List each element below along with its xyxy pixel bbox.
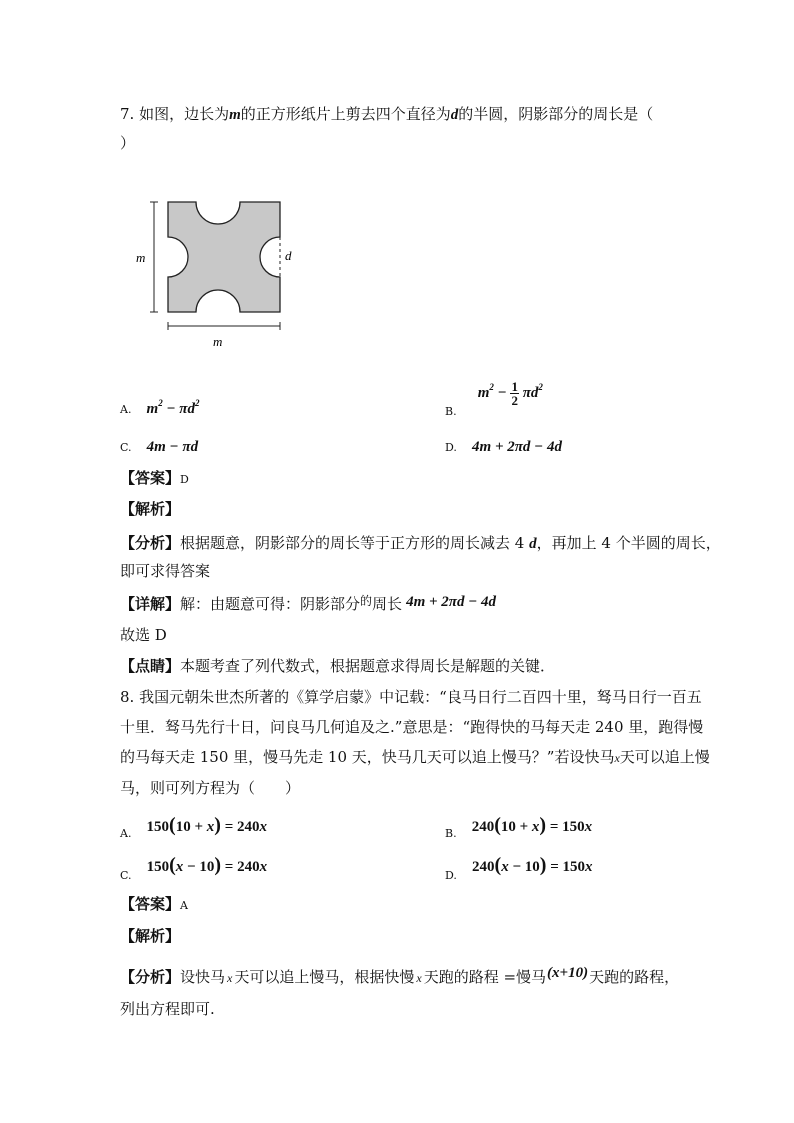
q7-stem [120,103,653,124]
q8-line3b-text: 天可以追上慢 [619,748,710,766]
q7-var-d: d [450,107,459,123]
option-b-math: $m^2$ − $\frac{1}{2}$ $\pi d^2$ [477,379,543,408]
q8-fenxi [120,966,679,987]
fenxi-tag: 【分析】 [120,968,181,986]
q7-var-m: m [229,107,241,123]
q7-fenxi-line2: 即可求得答案 [120,562,211,580]
fenxi-var-d: d [529,536,537,552]
q8-number: 8. [120,688,135,706]
q7-option-a[interactable] [120,398,200,418]
q7-fenxi [120,532,721,553]
q8-var-x: x [614,751,620,765]
option-c-label: C. [120,869,132,882]
xiangjie-text-a: 解：由题意可得：阴影部分 [180,595,361,613]
dianjing-text: 本题考查了列代数式，根据题意求得周长是解题的关键． [180,657,556,675]
q8-line2: 十里．驽马先行十日，问良马几何追及之.”意思是：“跑得快的马每天走 240 里，跑得慢 [120,718,704,736]
fenxi-text-d: 天跑的路程， [589,968,680,986]
label-d: d [285,248,292,263]
xiangjie-text-b: 周长 [372,595,403,613]
fenxi-math: (x+10) [547,965,589,981]
q7-guxuan: 故选 D [120,626,167,644]
q8-analysis-tag: 【解析】 [120,927,181,945]
q8-line1-text: 我国元朝朱世杰所著的《算学启蒙》中记载：“良马日行二百四十里，驽马日行一百五 [139,688,702,706]
q7-stem-part-b: 的正方形纸片上剪去四个直径为 [240,105,451,123]
q7-option-b[interactable] [445,379,543,418]
label-m-bottom: m [213,334,223,349]
q7-option-c[interactable] [120,436,198,456]
dianjing-tag: 【点睛】 [120,657,181,675]
q7-option-d[interactable] [445,436,562,456]
option-b-math: 240(10 + x) = 150x [471,814,593,836]
fenxi-text-a: 设快马 [180,968,226,986]
q8-line3 [120,746,710,767]
fenxi-var-x: x [227,971,233,985]
fenxi-var-x-2: x [416,971,422,985]
q7-xiangjie [120,593,496,614]
xiangjie-de: 的 [360,594,373,608]
xiangjie-tag: 【详解】 [120,595,181,613]
option-c-math: 4m − πd [146,439,199,455]
q8-option-d[interactable] [445,854,593,882]
fenxi-text-a: 根据题意，阴影部分的周长等于正方形的周长减去 4 [180,534,525,552]
q7-answer [120,467,189,488]
answer-value: D [180,473,189,486]
fenxi-text-b: ，再加上 4 个半圆的周长， [536,534,721,552]
q8-answer [120,893,188,914]
option-a-math: 150(10 + x) = 240x [146,814,268,836]
option-d-math: 4m + 2πd − 4d [472,439,563,455]
option-b-label: B. [445,827,457,840]
option-c-label: C. [120,441,132,454]
option-a-label: A. [120,827,132,840]
q8-line1 [120,686,702,707]
xiangjie-math: 4m + 2πd − 4d [406,594,497,610]
q7-stem-part-a: 如图，边长为 [139,105,230,123]
q8-option-a[interactable] [120,814,268,840]
option-b-label: B. [445,404,457,418]
q7-number: 7. [120,105,135,123]
shaded-region [168,202,280,312]
option-d-label: D. [445,441,457,454]
q8-line4: 马，则可列方程为（ ） [120,779,301,797]
option-d-math: 240(x − 10) = 150x [472,854,593,876]
option-a-math: $m^2 - \pi d^2$ [146,398,200,417]
answer-tag: 【答案】 [120,469,181,487]
q8-option-c[interactable] [120,854,268,882]
fenxi-text-b: 天可以追上慢马，根据快慢 [234,968,415,986]
label-m-left: m [136,250,146,265]
q7-stem-close: ） [120,134,136,152]
answer-tag: 【答案】 [120,895,181,913]
option-d-label: D. [445,869,457,882]
q8-option-b[interactable] [445,814,593,840]
option-c-math: 150(x − 10) = 240x [146,854,268,876]
q7-dianjing [120,655,555,676]
option-a-label: A. [120,403,132,416]
answer-value: A [180,899,188,912]
q8-fenxi-line2: 列出方程即可. [120,1000,215,1018]
q7-figure [130,190,310,360]
q7-analysis-tag: 【解析】 [120,500,181,518]
q8-line3-text: 的马每天走 150 里，慢马先走 10 天，快马几天可以追上慢马？”若设快马 [120,748,615,766]
q7-stem-part-c: 的半圆，阴影部分的周长是（ [458,105,654,123]
fenxi-tag: 【分析】 [120,534,181,552]
fenxi-text-c: 天跑的路程 =慢马 [423,968,547,986]
